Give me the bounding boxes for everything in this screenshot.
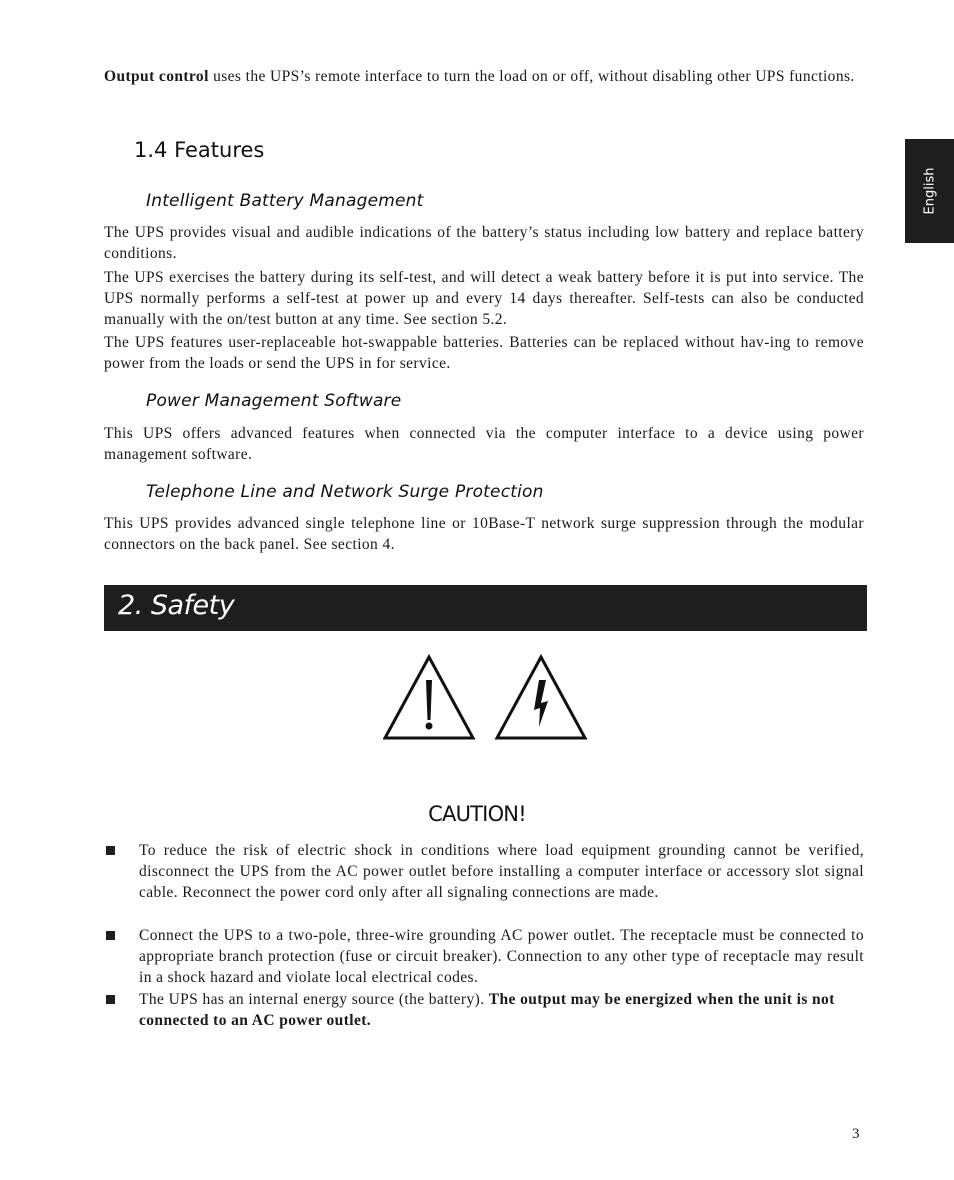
- language-tab-label: English: [922, 167, 937, 215]
- surge-protection-heading: Telephone Line and Network Surge Protection: [146, 482, 544, 502]
- warning-exclamation-icon: [385, 657, 473, 738]
- safety-bullet-2-text: Connect the UPS to a two-pole, three-wire grounding AC power outlet. The receptacle must be connected to appropriate branch protection (fuse or circuit breaker). Connection to any other type of receptacle may result in a shock hazard and violate local electrical codes.: [139, 927, 864, 986]
- features-heading: 1.4 Features: [134, 138, 265, 162]
- language-tab: [905, 139, 954, 243]
- output-control-paragraph: [104, 66, 864, 87]
- safety-banner: [104, 585, 867, 631]
- safety-warning-icons: [383, 654, 589, 742]
- battery-paragraph-2: The UPS exercises the battery during its self-test, and will detect a weak battery before it is put into service. The UPS normally performs a self-test at power up and every 14 days thereafter. Self-tests can also be conducted manually with the on/test button at any time. See section 5.2.: [104, 269, 864, 328]
- surge-protection-paragraph: This UPS provides advanced single telephone line or 10Base-T network surge suppression through the modular connectors on the back panel. See section 4.: [104, 515, 864, 553]
- page-number: 3: [852, 1126, 860, 1142]
- electric-shock-icon: [497, 657, 585, 738]
- safety-bullet-1: [104, 840, 864, 903]
- power-software-heading: Power Management Software: [146, 391, 402, 411]
- battery-paragraph-1: The UPS provides visual and audible indications of the battery’s status including low battery and replace battery conditions.: [104, 224, 864, 262]
- battery-paragraph-3: The UPS features user-replaceable hot-swappable batteries. Batteries can be replaced without hav-ing to remove power from the loads or send the UPS in for service.: [104, 334, 864, 372]
- battery-management-heading: Intelligent Battery Management: [146, 191, 424, 211]
- safety-bullet-2: [104, 925, 864, 988]
- safety-bullet-3-text: [139, 989, 864, 1031]
- output-control-text: uses the UPS’s remote interface to turn the load on or off, without disabling other UPS functions.: [208, 68, 855, 85]
- caution-heading: CAUTION!: [428, 802, 526, 826]
- output-control-term: Output control: [104, 68, 209, 85]
- safety-bullet-3: [104, 989, 864, 1031]
- safety-bullet-3-bold: The output may be energized when the unit is not connected to an AC power outlet.: [139, 991, 835, 1029]
- safety-bullet-1-text: To reduce the risk of electric shock in conditions where load equipment grounding cannot be verified, disconnect the UPS from the AC power outlet before installing a computer interface or accessory slot signal cable. Reconnect the power cord only after all signaling connections are made.: [139, 842, 864, 901]
- safety-bullet-3-normal: The UPS has an internal energy source (the battery).: [139, 991, 489, 1008]
- power-software-paragraph: This UPS offers advanced features when connected via the computer interface to a device using power management software.: [104, 425, 864, 463]
- bullet-square-icon: [106, 995, 115, 1004]
- bullet-square-icon: [106, 846, 115, 855]
- bullet-square-icon: [106, 931, 115, 940]
- safety-heading: 2. Safety: [118, 590, 235, 621]
